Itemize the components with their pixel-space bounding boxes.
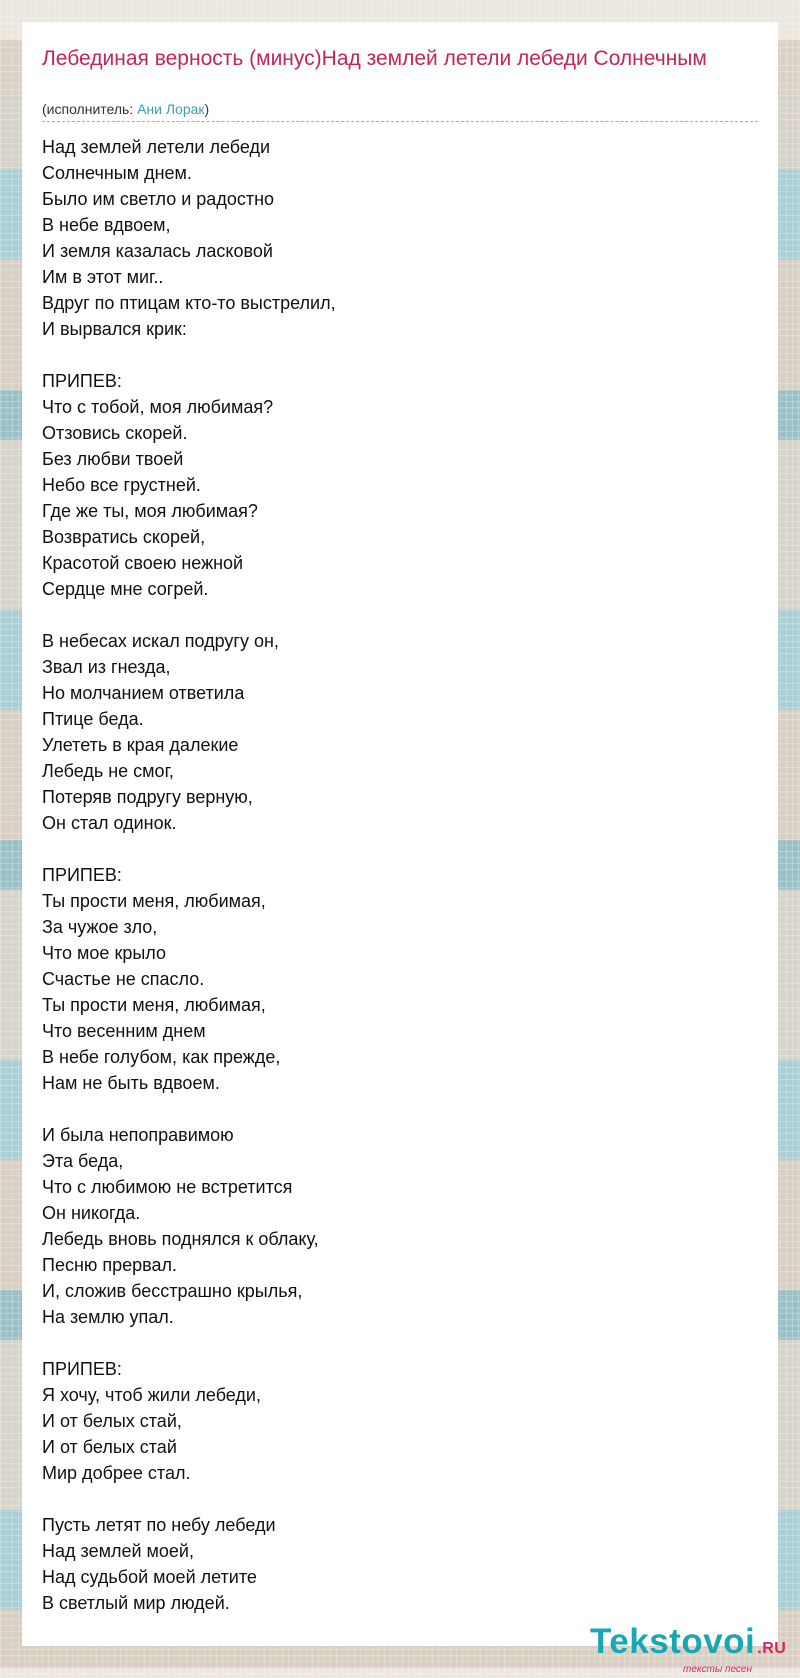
lyrics-line: На землю упал. (42, 1307, 174, 1327)
lyrics-line: И от белых стай (42, 1437, 177, 1457)
lyrics-line: Где же ты, моя любимая? (42, 501, 258, 521)
performer-prefix: (исполнитель: (42, 101, 138, 117)
lyrics-stanza (42, 862, 742, 1096)
lyrics-stanza (42, 368, 742, 602)
lyrics-line: Потеряв подругу верную, (42, 787, 253, 807)
lyrics-line: Он стал одинок. (42, 813, 177, 833)
lyrics-line: И вырвался крик: (42, 319, 187, 339)
lyrics-line: Что с тобой, моя любимая? (42, 397, 274, 417)
lyrics-line: ПРИПЕВ: (42, 371, 122, 391)
lyrics-line: Звал из гнезда, (42, 657, 171, 677)
site-logo[interactable] (590, 1622, 790, 1678)
lyrics-line: Над землей летели лебеди (42, 137, 271, 157)
lyrics-line: Но молчанием ответила (42, 683, 245, 703)
logo-main-text: Tekstovoi (590, 1622, 756, 1661)
song-title: Лебединая верность (минус)Над землей летели лебеди Солнечным (42, 47, 707, 70)
lyrics-line: Пусть летят по небу лебеди (42, 1515, 276, 1535)
performer-suffix: ) (204, 101, 210, 117)
lyrics-line: В небе голубом, как прежде, (42, 1047, 281, 1067)
logo-tagline: тексты песен (683, 1664, 752, 1675)
lyrics-stanza (42, 134, 742, 342)
lyrics-line: Что с любимою не встретится (42, 1177, 293, 1197)
lyrics-line: Нам не быть вдвоем. (42, 1073, 220, 1093)
lyrics-card (22, 22, 787, 1675)
lyrics-line: Сердце мне согрей. (42, 579, 209, 599)
lyrics-line: Песню прервал. (42, 1255, 178, 1275)
lyrics-line: Солнечным днем. (42, 163, 192, 183)
lyrics-line: Улететь в края далекие (42, 735, 239, 755)
lyrics-line: В небесах искал подругу он, (42, 631, 279, 651)
lyrics-line: И от белых стай, (42, 1411, 182, 1431)
lyrics-line: Эта беда, (42, 1151, 124, 1171)
lyrics-line: И земля казалась ласковой (42, 241, 273, 261)
lyrics-line: Возвратись скорей, (42, 527, 206, 547)
lyrics-line: Мир добрее стал. (42, 1463, 191, 1483)
lyrics-text (42, 134, 742, 1642)
lyrics-line: Без любви твоей (42, 449, 184, 469)
lyrics-line: Птице беда. (42, 709, 144, 729)
dashed-divider (42, 121, 758, 122)
lyrics-line: Красотой своею нежной (42, 553, 244, 573)
lyrics-line: ПРИПЕВ: (42, 1359, 122, 1379)
logo-wordmark (590, 1622, 786, 1662)
lyrics-line: Лебедь вновь поднялся к облаку, (42, 1229, 319, 1249)
lyrics-line: Вдруг по птицам кто-то выстрелил, (42, 293, 336, 313)
lyrics-stanza (42, 1356, 742, 1486)
lyrics-line: И была непоправимою (42, 1125, 234, 1145)
lyrics-line: Я хочу, чтоб жили лебеди, (42, 1385, 261, 1405)
lyrics-line: За чужое зло, (42, 917, 158, 937)
lyrics-line: ПРИПЕВ: (42, 865, 122, 885)
lyrics-line: В светлый мир людей. (42, 1593, 230, 1613)
lyrics-line: И, сложив бесстрашно крылья, (42, 1281, 303, 1301)
performer-link[interactable]: Ани Лорак (137, 101, 205, 117)
lyrics-line: Ты прости меня, любимая, (42, 995, 266, 1015)
lyrics-line: Им в этот миг.. (42, 267, 164, 287)
lyrics-line: Счастье не спасло. (42, 969, 205, 989)
lyrics-line: Было им светло и радостно (42, 189, 275, 209)
performer-line (42, 101, 209, 117)
lyrics-line: Лебедь не смог, (42, 761, 174, 781)
lyrics-line: Небо все грустней. (42, 475, 201, 495)
lyrics-line: В небе вдвоем, (42, 215, 171, 235)
lyrics-line: Он никогда. (42, 1203, 141, 1223)
lyrics-line: Отзовись скорей. (42, 423, 188, 443)
lyrics-line: Что весенним днем (42, 1021, 206, 1041)
lyrics-line: Ты прости меня, любимая, (42, 891, 266, 911)
lyrics-stanza (42, 1512, 742, 1616)
lyrics-line: Что мое крыло (42, 943, 166, 963)
lyrics-stanza (42, 1122, 742, 1330)
lyrics-line: Над землей моей, (42, 1541, 194, 1561)
lyrics-line: Над судьбой моей летите (42, 1567, 257, 1587)
logo-tld: .RU (757, 1640, 787, 1657)
lyrics-stanza (42, 628, 742, 836)
